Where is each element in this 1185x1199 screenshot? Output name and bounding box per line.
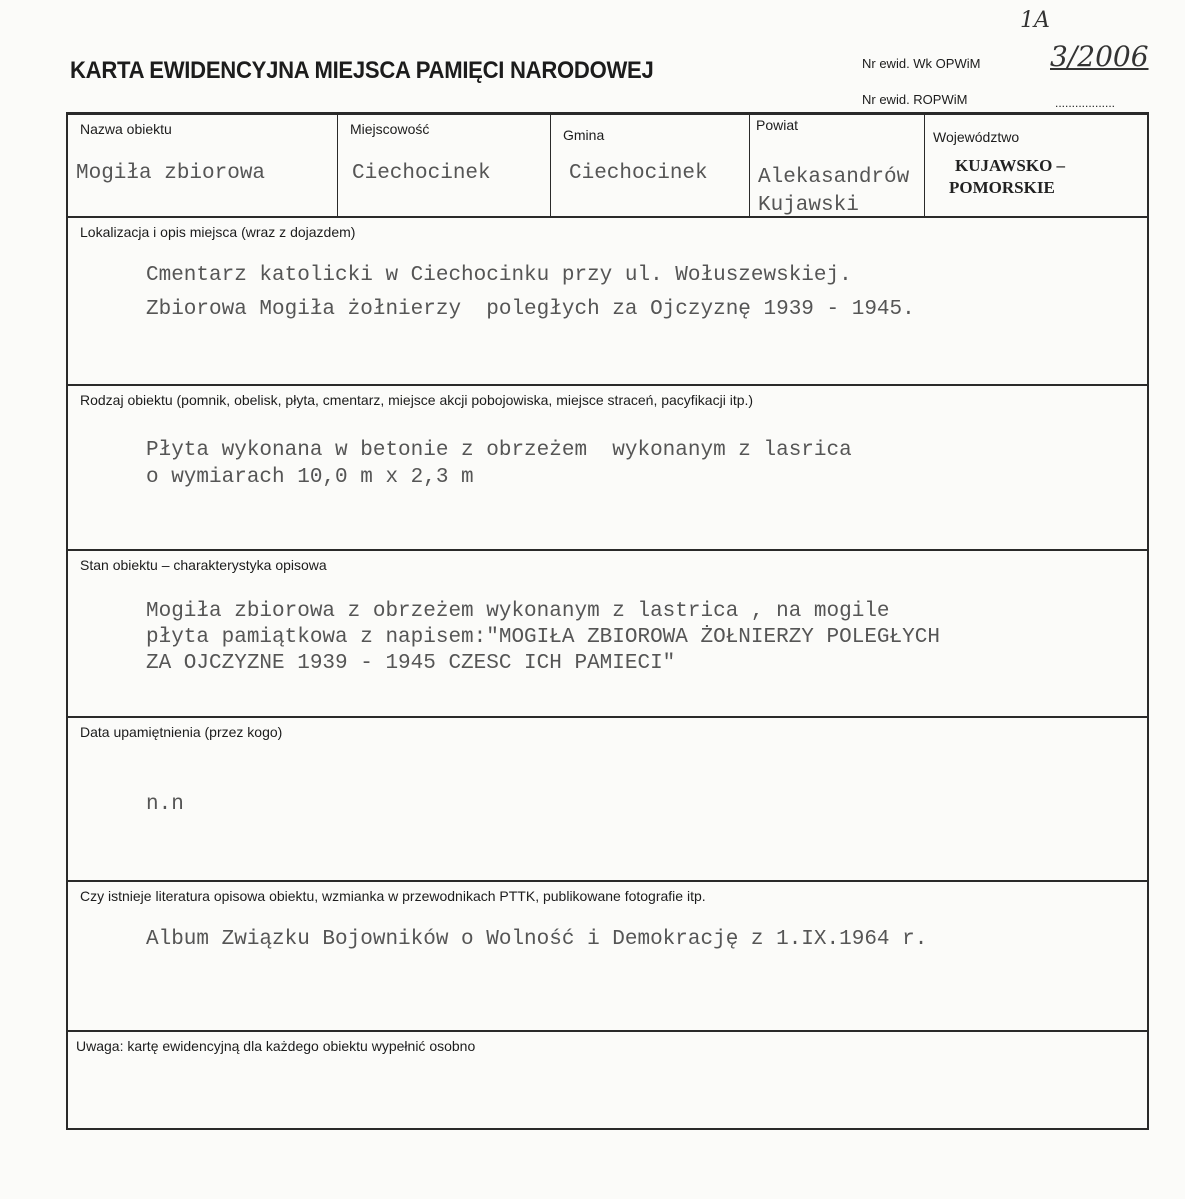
cell-miejscowosc: [338, 115, 551, 216]
corner-handwritten-mark: 1A: [1020, 8, 1050, 33]
stan-line-1: Mogiła zbiorowa z obrzeżem wykonanym z lastrica , na mogile: [146, 600, 890, 623]
stan-line-3: ZA OJCZYZNE 1939 - 1945 CZESC ICH PAMIECI": [146, 652, 676, 675]
label-powiat: Powiat: [756, 117, 799, 133]
section-uwaga: [68, 1032, 1147, 1129]
nr-wk-value: 3/2006: [1050, 40, 1149, 73]
value-powiat-2: Kujawski: [758, 194, 859, 217]
label-miejscowosc: Miejscowość: [350, 121, 430, 137]
section-rodzaj: [68, 386, 1147, 551]
stan-line-2: płyta pamiątkowa z napisem:"MOGIŁA ZBIOROWA ŻOŁNIERZY POLEGŁYCH: [146, 626, 940, 649]
value-wojewodztwo-1: KUJAWSKO –: [955, 156, 1066, 175]
label-data: Data upamiętnienia (przez kogo): [80, 724, 283, 740]
cell-gmina: [551, 115, 750, 216]
value-wojewodztwo-2: POMORSKIE: [949, 178, 1055, 197]
top-row: [68, 115, 1147, 218]
nr-ropwim-label: Nr ewid. ROPWiM: [862, 92, 968, 107]
form-title: KARTA EWIDENCYJNA MIEJSCA PAMIĘCI NARODOWEJ: [70, 57, 654, 84]
record-card-form: [66, 112, 1149, 1130]
label-rodzaj: Rodzaj obiektu (pomnik, obelisk, płyta, cmentarz, miejsce akcji pobojowiska, miejsce straceń, pacyfikacji itp.): [80, 392, 754, 408]
label-uwaga: Uwaga: kartę ewidencyjną dla każdego obiektu wypełnić osobno: [76, 1038, 476, 1054]
nr-ropwim-value: ..................: [1055, 96, 1116, 110]
data-line-1: n.n: [146, 793, 184, 816]
label-literatura: Czy istnieje literatura opisowa obiektu, wzmianka w przewodnikach PTTK, publikowane fotografie itp.: [80, 888, 706, 904]
value-gmina: Ciechocinek: [569, 162, 708, 185]
rodzaj-line-1: Płyta wykonana w betonie z obrzeżem wykonanym z lasrica: [146, 439, 852, 462]
lokalizacja-line-2: Zbiorowa Mogiła żołnierzy poległych za Ojczyznę 1939 - 1945.: [146, 298, 915, 321]
label-gmina: Gmina: [563, 127, 605, 143]
section-stan: [68, 551, 1147, 718]
nr-wk-label: Nr ewid. Wk OPWiM: [862, 56, 981, 71]
section-literatura: [68, 882, 1147, 1032]
literatura-line-1: Album Związku Bojowników o Wolność i Demokrację z 1.IX.1964 r.: [146, 928, 928, 951]
cell-wojewodztwo: [925, 115, 1147, 216]
value-miejscowosc: Ciechocinek: [352, 162, 491, 185]
lokalizacja-line-1: Cmentarz katolicki w Ciechocinku przy ul. Wołuszewskiej.: [146, 264, 852, 287]
section-data: [68, 718, 1147, 882]
section-lokalizacja: [68, 218, 1147, 386]
label-lokalizacja: Lokalizacja i opis miejsca (wraz z dojazdem): [80, 224, 356, 240]
label-stan: Stan obiektu – charakterystyka opisowa: [80, 557, 327, 573]
cell-nazwa: [68, 115, 338, 216]
rodzaj-line-2: o wymiarach 10,0 m x 2,3 m: [146, 466, 474, 489]
value-nazwa: Mogiła zbiorowa: [76, 162, 266, 185]
value-powiat-1: Alekasandrów: [758, 166, 910, 189]
cell-powiat: [750, 115, 925, 216]
label-nazwa: Nazwa obiektu: [80, 121, 172, 137]
label-wojewodztwo: Województwo: [933, 129, 1020, 145]
